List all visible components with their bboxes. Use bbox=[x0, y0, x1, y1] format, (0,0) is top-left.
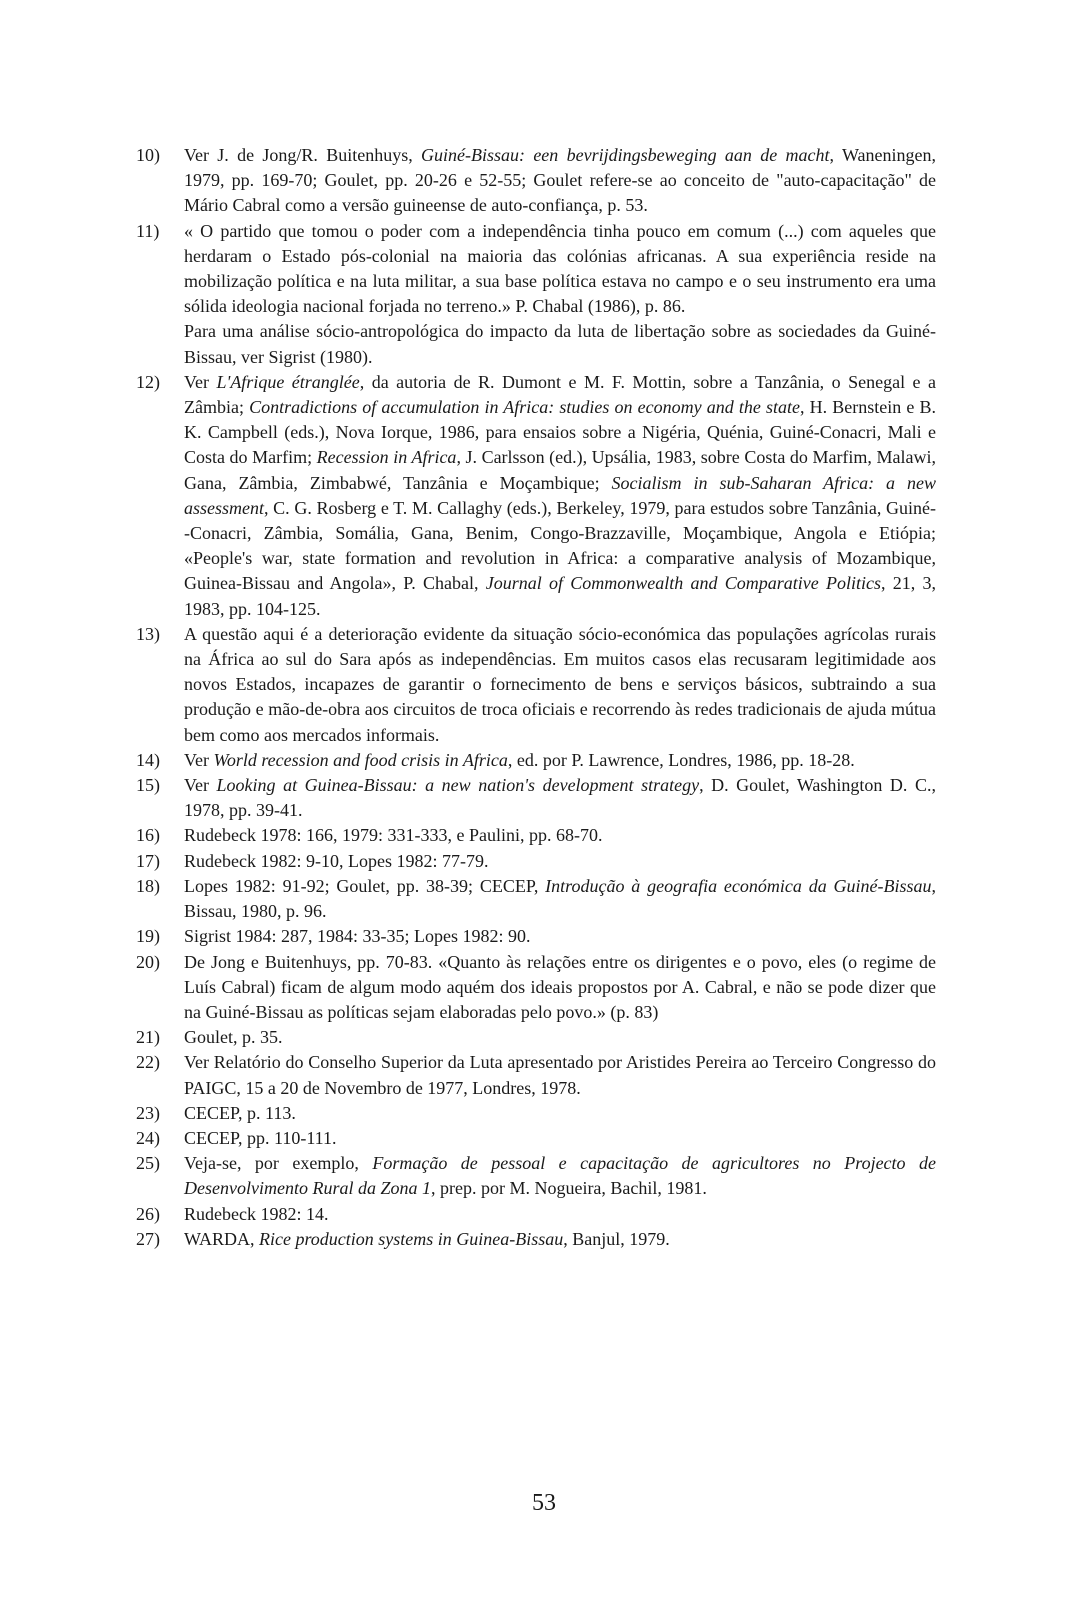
footnote-paragraph bbox=[184, 874, 936, 924]
footnote bbox=[136, 1025, 936, 1050]
footnote-body bbox=[184, 1050, 936, 1100]
footnote bbox=[136, 143, 936, 219]
footnote-body bbox=[184, 1025, 936, 1050]
footnote-body bbox=[184, 143, 936, 219]
footnote-paragraph bbox=[184, 1025, 936, 1050]
footnote-paragraph bbox=[184, 1101, 936, 1126]
footnote-body bbox=[184, 823, 936, 848]
text-segment: Rudebeck 1978: 166, 1979: 331-333, e Paulini, pp. 68-70. bbox=[184, 825, 603, 846]
footnote-paragraph bbox=[184, 622, 936, 748]
footnote-number: 25) bbox=[136, 1153, 160, 1174]
text-segment: Ver bbox=[184, 749, 214, 770]
text-segment: « O partido que tomou o poder com a independência tinha pouco em comum (...) com aqueles que herdaram o Estado pós-colonial na maioria das colónias africanas. A sua experiência reside na mobilização política e na luta militar, a sua base política estava no campo e o seu instrumento era uma sólida ideologia nacional forjada no terreno.» P. Chabal (1986), p. 86. bbox=[184, 220, 936, 317]
footnote-body bbox=[184, 924, 936, 949]
footnote-number: 21) bbox=[136, 1027, 160, 1048]
text-segment: , Waneningen, 1979, pp. 169-70; Goulet, pp. 20-26 e 52-55; Goulet refere-se ao conceito de "auto-capacitação" de Mário Cabral como a versão guineense de auto-confiança, p. 53. bbox=[184, 145, 936, 216]
text-segment: Rudebeck 1982: 9-10, Lopes 1982: 77-79. bbox=[184, 850, 489, 871]
footnote-paragraph bbox=[184, 849, 936, 874]
text-segment: WARDA, bbox=[184, 1228, 259, 1249]
footnote-number: 16) bbox=[136, 825, 160, 846]
footnote-number: 26) bbox=[136, 1203, 160, 1224]
footnote-paragraph bbox=[184, 924, 936, 949]
footnote-body bbox=[184, 1126, 936, 1151]
footnote bbox=[136, 1101, 936, 1126]
footnote-number: 10) bbox=[136, 145, 160, 165]
footnote-body bbox=[184, 874, 936, 924]
title-citation: Journal of Commonwealth and Comparative Politics bbox=[485, 573, 881, 594]
footnote bbox=[136, 1151, 936, 1201]
footnote-number: 13) bbox=[136, 623, 160, 644]
footnote bbox=[136, 219, 936, 370]
text-segment: , prep. por M. Nogueira, Bachil, 1981. bbox=[430, 1178, 707, 1199]
footnote-body bbox=[184, 773, 936, 823]
footnote bbox=[136, 748, 936, 773]
title-citation: Socialism in sub-Saharan Africa: a new assessment bbox=[184, 472, 937, 518]
footnote-paragraph bbox=[184, 748, 936, 773]
footnote-paragraph bbox=[184, 370, 936, 622]
text-segment: Ver bbox=[184, 775, 217, 796]
footnote-body bbox=[184, 849, 936, 874]
title-citation: World recession and food crisis in Africa bbox=[213, 749, 508, 770]
title-citation: L'Afrique étranglée bbox=[216, 371, 360, 392]
footnote-number: 27) bbox=[136, 1228, 160, 1249]
footnote-paragraph bbox=[184, 773, 936, 823]
footnote-number: 24) bbox=[136, 1127, 160, 1148]
footnote-paragraph bbox=[184, 219, 936, 320]
footnote-paragraph bbox=[184, 823, 936, 848]
footnote-number: 18) bbox=[136, 875, 160, 896]
footnote-number: 14) bbox=[136, 749, 160, 770]
footnotes-list bbox=[136, 143, 936, 1252]
title-citation: Rice production systems in Guinea-Bissau bbox=[259, 1228, 564, 1249]
title-citation: Guiné-Bissau: een bevrijdingsbeweging aan de macht bbox=[421, 145, 830, 165]
text-segment: Rudebeck 1982: 14. bbox=[184, 1203, 329, 1224]
footnote-number: 20) bbox=[136, 951, 160, 972]
page-number: 53 bbox=[532, 1490, 556, 1516]
text-segment: CECEP, p. 113. bbox=[184, 1102, 296, 1123]
text-segment: CECEP, pp. 110-111. bbox=[184, 1127, 337, 1148]
text-segment: A questão aqui é a deterioração evidente da situação sócio-económica das populações agrícolas rurais na África ao sul do Sara após as independências. Em muitos casos elas recusaram legitimidade aos novos Estados, incapazes de garantir o fornecimento de bens e serviços básicos, subtraindo a sua produção e mão-de-obra aos circuitos de troca oficiais e recorrendo às redes tradicionais de ajuda mútua bem como aos mercados informais. bbox=[184, 623, 936, 745]
footnote bbox=[136, 1202, 936, 1227]
text-segment: , 21, 3, 1983, pp. 104-125. bbox=[184, 573, 936, 619]
footnote-number: 19) bbox=[136, 926, 160, 947]
footnote-body bbox=[184, 748, 936, 773]
footnote-number: 15) bbox=[136, 775, 160, 796]
footnote-body bbox=[184, 1101, 936, 1126]
footnote-body bbox=[184, 950, 936, 1026]
text-segment: , da autoria de R. Dumont e M. F. Mottin, sobre a Tanzânia, o Senegal e a Zâmbia; bbox=[184, 371, 936, 418]
text-segment: Goulet, p. 35. bbox=[184, 1027, 283, 1048]
text-segment: Lopes 1982: 91-92; Goulet, pp. 38-39; CECEP, bbox=[184, 875, 546, 896]
text-segment: , ed. por P. Lawrence, Londres, 1986, pp. 18-28. bbox=[507, 749, 855, 770]
footnote-paragraph bbox=[184, 1202, 936, 1227]
footnote-body bbox=[184, 1151, 936, 1201]
footnote bbox=[136, 370, 936, 622]
footnote-number: 17) bbox=[136, 850, 160, 871]
footnote-paragraph bbox=[184, 950, 936, 1026]
footnote-body bbox=[184, 1202, 936, 1227]
text-segment: , C. G. Rosberg e T. M. Callaghy (eds.), Berkeley, 1979, para estudos sobre Tanzânia, Guiné--Conacri, Zâmbia, Somália, Gana, Benim, Congo-Brazzaville, Moçambique, Angola e Etiópia; «People's war, state formation and revolution in Africa: a comparative analysis of Mozambique, Guinea-Bissau and Angola», P. Chabal, bbox=[184, 497, 936, 594]
footnote bbox=[136, 622, 936, 748]
footnote-number: 12) bbox=[136, 371, 160, 392]
title-citation: Recession in Africa bbox=[316, 447, 457, 468]
text-segment: Ver bbox=[184, 371, 217, 392]
text-segment: Ver Relatório do Conselho Superior da Luta apresentado por Aristides Pereira ao Terceiro Congresso do PAIGC, 15 a 20 de Novembro de 1977, Londres, 1978. bbox=[184, 1052, 936, 1098]
footnote-body bbox=[184, 370, 936, 622]
footnote bbox=[136, 924, 936, 949]
footnote-number: 23) bbox=[136, 1102, 160, 1123]
footnote-paragraph bbox=[184, 319, 936, 369]
footnote bbox=[136, 1126, 936, 1151]
text-segment: , Banjul, 1979. bbox=[563, 1228, 670, 1249]
footnote-paragraph bbox=[184, 1151, 936, 1201]
text-segment: De Jong e Buitenhuys, pp. 70-83. «Quanto às relações entre os dirigentes e o povo, eles (o regime de Luís Cabral) ficam de algum modo aquém dos ideais propostos por A. Cabral, e não se pode dizer que na Guiné-Bissau as políticas sejam elaboradas pelo povo.» (p. 83) bbox=[184, 951, 936, 1022]
text-segment: Para uma análise sócio-antropológica do impacto da luta de libertação sobre as sociedades da Guiné-Bissau, ver Sigrist (1980). bbox=[184, 321, 936, 367]
footnote bbox=[136, 773, 936, 823]
footnote-number: 22) bbox=[136, 1052, 160, 1073]
footnote bbox=[136, 950, 936, 1026]
footnote-body bbox=[184, 1227, 936, 1252]
title-citation: Contradictions of accumulation in Africa: studies on economy and the state bbox=[249, 397, 800, 418]
footnote-body bbox=[184, 622, 936, 748]
footnote bbox=[136, 874, 936, 924]
text-segment: Ver J. de Jong/R. Buitenhuys, bbox=[184, 145, 422, 165]
text-segment: , D. Goulet, Washington D. C., 1978, pp. 39-41. bbox=[184, 775, 936, 821]
footnote-paragraph bbox=[184, 1227, 936, 1252]
text-segment: Sigrist 1984: 287, 1984: 33-35; Lopes 1982: 90. bbox=[184, 926, 531, 947]
footnote bbox=[136, 849, 936, 874]
title-citation: Looking at Guinea-Bissau: a new nation's development strategy bbox=[216, 775, 700, 796]
footnote-paragraph bbox=[184, 1050, 936, 1100]
footnote bbox=[136, 1050, 936, 1100]
footnote bbox=[136, 823, 936, 848]
text-segment: , Bissau, 1980, p. 96. bbox=[184, 875, 936, 922]
title-citation: Introdução à geografia económica da Guiné-Bissau bbox=[545, 875, 932, 896]
text-segment: Veja-se, por exemplo, bbox=[184, 1153, 373, 1174]
footnote-body bbox=[184, 219, 936, 370]
footnote-paragraph bbox=[184, 1126, 936, 1151]
text-segment: , H. Bernstein e B. K. Campbell (eds.), Nova Iorque, 1986, para ensaios sobre a Nigéria, Quénia, Guiné-Conacri, Mali e Costa do Marfim; bbox=[184, 397, 936, 468]
text-segment: , J. Carlsson (ed.), Upsália, 1983, sobre Costa do Marfim, Malawi, Gana, Zâmbia, Zimbabwé, Tanzânia e Moçambique; bbox=[184, 447, 936, 493]
footnote-number: 11) bbox=[136, 220, 160, 241]
footnote bbox=[136, 1227, 936, 1252]
footnote-paragraph bbox=[184, 143, 936, 219]
title-citation: Formação de pessoal e capacitação de agricultores no Projecto de Desenvolvimento Rural da Zona 1 bbox=[184, 1153, 936, 1199]
